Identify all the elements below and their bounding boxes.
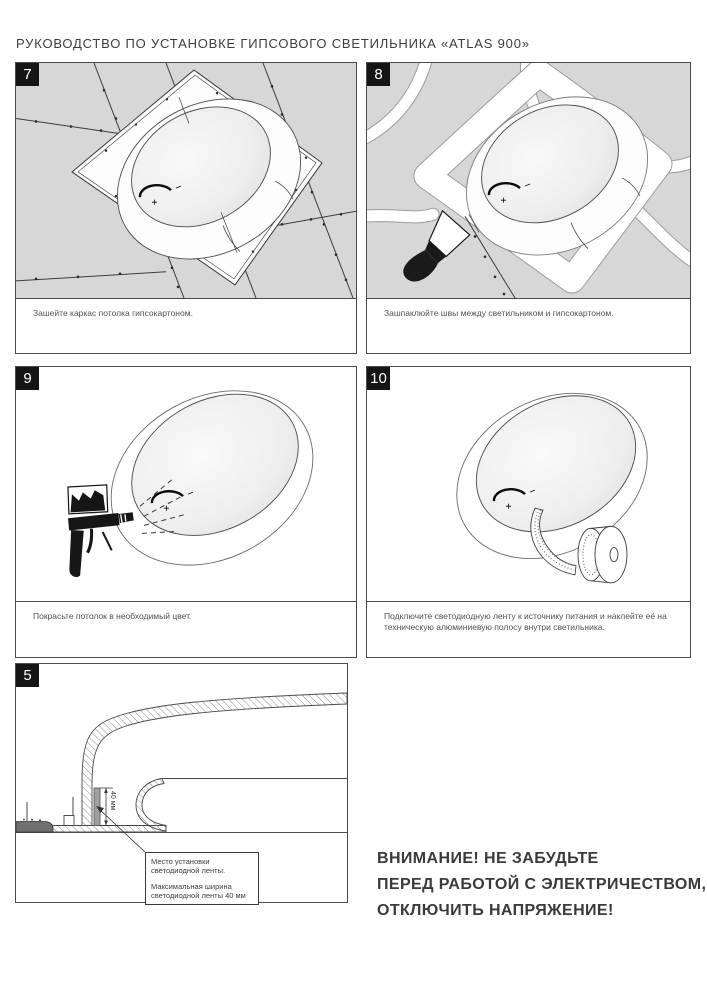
dimension-label: 40 мм [109,791,116,811]
step-badge: 8 [367,63,390,86]
note-line: Место установки [151,857,210,866]
step-caption: Покрасьте потолок в необходимый цвет. [33,611,192,621]
drywall-ceiling-drawing [16,63,356,298]
step-caption: Зашейте каркас потолка гипсокартоном. [33,308,193,318]
step-panel-9 [15,366,357,658]
step-caption: Подключите светодиодную ленту к источнику питания и наклейте её на техническую алюминиевую полосу внутри светильника. [384,611,667,632]
step-badge: 5 [16,664,39,687]
led-spool-icon [578,526,627,582]
step-8-illustration [367,63,690,299]
step-10-illustration [367,367,690,602]
step-badge: 7 [16,63,39,86]
note-line: Максимальная ширина [151,882,232,891]
detail-panel-5 [15,663,348,903]
step-panel-7 [15,62,357,354]
note-line: светодиодной ленты. [151,866,226,875]
step-7-illustration [16,63,356,299]
fixture-section [27,693,347,832]
warning-line: ВНИМАНИЕ! НЕ ЗАБУДЬТЕ [377,850,599,867]
step-panel-10 [366,366,691,658]
step-badge: 9 [16,367,39,390]
step-9-illustration [16,367,356,602]
page-title: РУКОВОДСТВО ПО УСТАНОВКЕ ГИПСОВОГО СВЕТИЛЬНИКА «ATLAS 900» [16,36,530,51]
warning-line: ОТКЛЮЧИТЬ НАПРЯЖЕНИЕ! [377,902,614,919]
step-caption: Зашпаклюйте швы между светильником и гипсокартоном. [384,308,614,318]
warning-note [377,846,706,924]
plaster-flange [16,819,53,832]
led-strip-drawing [367,367,690,601]
note-gap [151,875,255,882]
note-line: светодиодной ленты 40 мм [151,891,246,900]
painting-drawing [16,367,356,601]
dimension-40mm [100,788,116,826]
note-box [145,852,259,905]
warning-line: ПЕРЕД РАБОТОЙ С ЭЛЕКТРИЧЕСТВОМ, [377,876,707,893]
step-panel-8 [366,62,691,354]
plastered-seams-drawing [367,63,690,298]
step-badge: 10 [367,367,390,390]
